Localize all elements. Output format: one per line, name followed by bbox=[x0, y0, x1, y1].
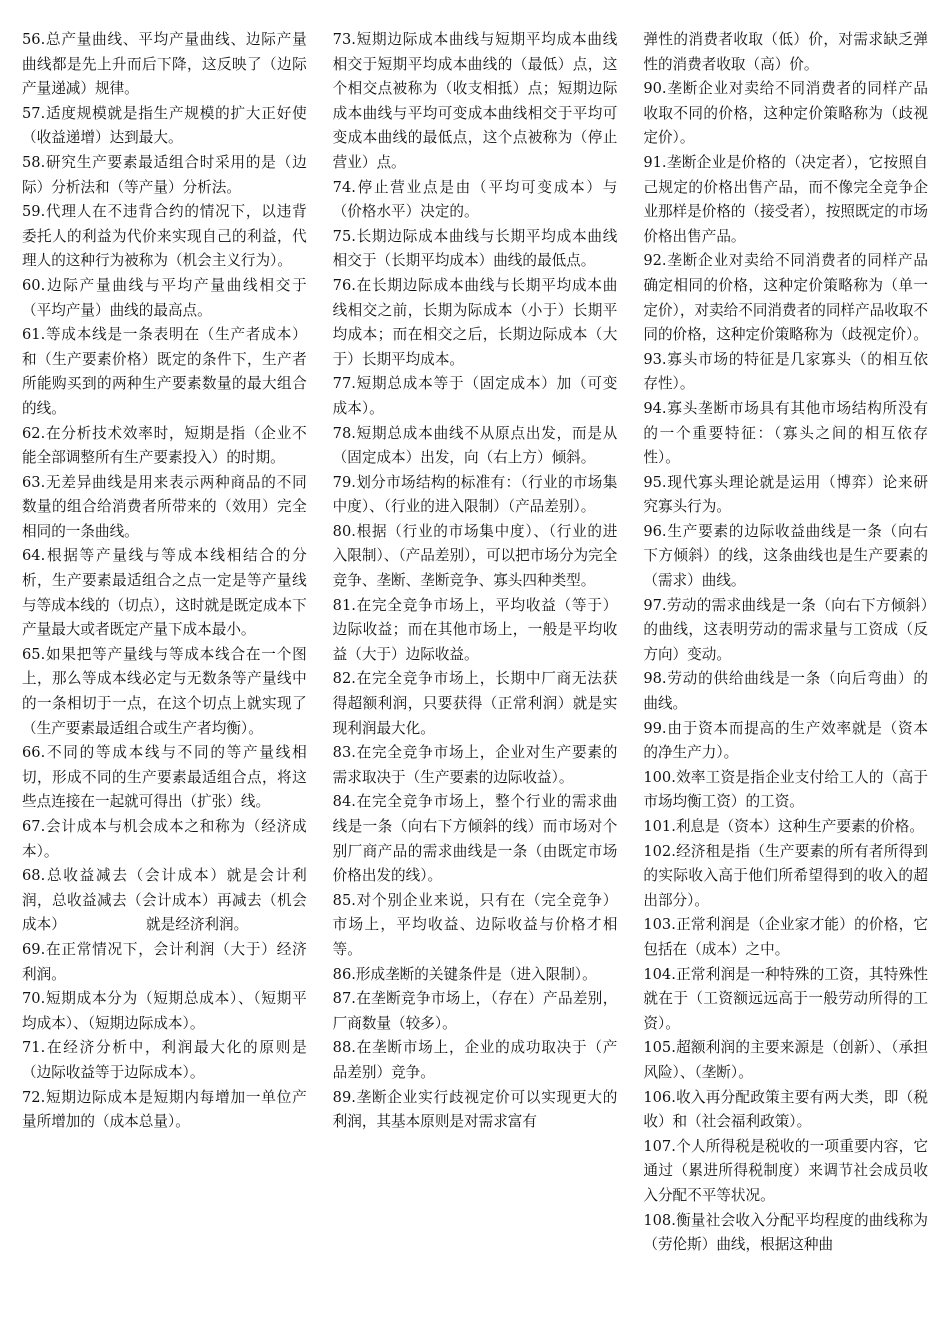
question-item: 58.研究生产要素最适组合时采用的是（边际）分析法和（等产量）分析法。 bbox=[22, 153, 307, 196]
question-item: 62.在分析技术效率时，短期是指（企业不能全部调整所有生产要素投入）的时期。 bbox=[22, 424, 307, 467]
question-item: 97.劳动的需求曲线是一条（向右下方倾斜）的曲线，这表明劳动的需求量与工资成（反方向）变动。 bbox=[643, 596, 929, 663]
question-item: 92.垄断企业对卖给不同消费者的同样产品确定相同的价格，这种定价策略称为（单一定价），对卖给不同消费者的同样产品收取不同的价格，这种定价策略称为（歧视定价）。 bbox=[643, 252, 929, 344]
question-item: 80.根据（行业的市场集中度）、（行业的进入限制）、（产品差别），可以把市场分为完全竞争、垄断、垄断竞争、寡头四种类型。 bbox=[332, 522, 618, 590]
question-item: 94.寡头垄断市场具有其他市场结构所没有的一个重要特征：（寡头之间的相互依存性）。 bbox=[643, 399, 929, 467]
question-item: 108.衡量社会收入分配平均程度的曲线称为（劳伦斯）曲线，根据这种曲 bbox=[643, 1211, 929, 1254]
question-item: 71.在经济分析中，利润最大化的原则是（边际收益等于边际成本）。 bbox=[22, 1039, 307, 1081]
question-item: 95.现代寡头理论就是运用（博弈）论来研究寡头行为。 bbox=[643, 473, 929, 516]
text-column-2 bbox=[333, 28, 618, 1344]
question-item: 82.在完全竞争市场上，长期中厂商无法获得超额利润，只要获得（正常利润）就是实现利润最大化。 bbox=[332, 670, 618, 737]
question-item: 79.划分市场结构的标准有：（行业的市场集中度）、（行业的进入限制）（产品差别）。 bbox=[332, 473, 618, 516]
question-item: 74.停止营业点是由（平均可变成本）与（价格水平）决定的。 bbox=[332, 178, 618, 221]
question-item: 86.形成垄断的关键条件是（进入限制）。 bbox=[332, 965, 597, 983]
question-item: 68.总收益减去（会计成本）就是会计利润，总收益减去（会计成本）再减去（机会成本） 就是经济利润。 bbox=[22, 867, 307, 934]
question-item: 72.短期边际成本是短期内每增加一单位产量所增加的（成本总量）。 bbox=[22, 1088, 307, 1131]
question-item: 77.短期总成本等于（固定成本）加（可变成本）。 bbox=[332, 375, 618, 417]
question-item: 107.个人所得税是税收的一项重要内容，它通过（累进所得税制度）来调节社会成员收入分配不平等状况。 bbox=[643, 1137, 929, 1204]
question-item: 64.根据等产量线与等成本线相结合的分析，生产要素最适组合之点一定是等产量线与等成本线的（切点），这时就是既定成本下产量最大或者既定产量下成本最小。 bbox=[22, 547, 307, 639]
question-item: 91.垄断企业是价格的（决定者），它按照自己规定的价格出售产品，而不像完全竞争企业那样是价格的（接受者），按照既定的市场价格出售产品。 bbox=[643, 153, 929, 245]
question-item: 99.由于资本而提高的生产效率就是（资本的净生产力）。 bbox=[643, 719, 929, 762]
question-item: 63.无差异曲线是用来表示两种商品的不同数量的组合给消费者所带来的（效用）完全相同的一条曲线。 bbox=[22, 473, 307, 540]
question-item: 76.在长期边际成本曲线与长期平均成本曲线相交之前，长期为际成本（小于）长期平均成本；而在相交之后，长期边际成本（大于）长期平均成本。 bbox=[332, 276, 618, 368]
text-column-1 bbox=[22, 28, 307, 1344]
question-item: 78.短期总成本曲线不从原点出发，而是从（固定成本）出发，向（右上方）倾斜。 bbox=[332, 424, 618, 467]
question-item: 101.利息是（资本）这种生产要素的价格。 bbox=[643, 818, 924, 835]
question-item: 98.劳动的供给曲线是一条（向后弯曲）的曲线。 bbox=[643, 670, 929, 713]
question-item: 75.长期边际成本曲线与长期平均成本曲线相交于（长期平均成本）曲线的最低点。 bbox=[332, 227, 618, 270]
question-item: 65.如果把等产量线与等成本线合在一个图上，那么等成本线必定与无数条等产量线中的一条相切于一点，在这个切点上就实现了（生产要素最适组合或生产者均衡）。 bbox=[22, 645, 307, 737]
question-item: 57.适度规模就是指生产规模的扩大正好使（收益递增）达到最大。 bbox=[22, 104, 307, 147]
question-item: 70.短期成本分为（短期总成本）、（短期平均成本）、（短期边际成本）。 bbox=[22, 990, 307, 1032]
question-item: 67.会计成本与机会成本之和称为（经济成本）。 bbox=[22, 818, 307, 860]
question-item: 59.代理人在不违背合约的情况下，以违背委托人的利益为代价来实现自己的利益，代理人的这种行为被称为（机会主义行为）。 bbox=[22, 203, 307, 270]
question-item: 103.正常利润是（企业家才能）的价格，它包括在（成本）之中。 bbox=[643, 916, 929, 958]
question-item: 73.短期边际成本曲线与短期平均成本曲线相交于短期平均成本曲线的（最低）点，这个相交点被称为（收支相抵）点；短期边际成本曲线与平均可变成本曲线相交于平均可变成本曲线的最低点，这个点被称为（停止营业）点。 bbox=[332, 31, 618, 171]
question-item: 66.不同的等成本线与不同的等产量线相切，形成不同的生产要素最适组合点，将这些点连接在一起就可得出（扩张）线。 bbox=[22, 744, 307, 811]
question-item: 81.在完全竞争市场上，平均收益（等于）边际收益；而在其他市场上，一般是平均收益（大于）边际收益。 bbox=[332, 596, 618, 663]
question-item: 90.垄断企业对卖给不同消费者的同样产品收取不同的价格，这种定价策略称为（歧视定价）。 bbox=[643, 80, 929, 147]
question-item: 83.在完全竞争市场上，企业对生产要素的需求取决于（生产要素的边际收益）。 bbox=[332, 744, 618, 786]
question-item: 61.等成本线是一条表明在（生产者成本）和（生产要素价格）既定的条件下，生产者所能购买到的两种生产要素数量的最大组合的线。 bbox=[22, 326, 307, 417]
question-item: 102.经济租是指（生产要素的所有者所得到的实际收入高于他们所希望得到的收入的超出部分）。 bbox=[643, 842, 929, 909]
question-item: 93.寡头市场的特征是几家寡头（的相互依存性）。 bbox=[643, 350, 929, 393]
question-item: 56.总产量曲线、平均产量曲线、边际产量曲线都是先上升而后下降，这反映了（边际产量递减）规律。 bbox=[22, 31, 307, 98]
question-item: 84.在完全竞争市场上，整个行业的需求曲线是一条（向右下方倾斜的线）而市场对个别厂商产品的需求曲线是一条（由既定市场价格出发的线）。 bbox=[332, 793, 618, 885]
question-item: 89.垄断企业实行歧视定价可以实现更大的利润，其基本原则是对需求富有 bbox=[332, 1088, 618, 1131]
question-item: 87.在垄断竞争市场上，（存在）产品差别，厂商数量（较多）。 bbox=[332, 990, 618, 1032]
question-item: 85.对个别企业来说，只有在（完全竞争）市场上，平均收益、边际收益与价格才相等。 bbox=[332, 891, 618, 958]
question-item: 100.效率工资是指企业支付给工人的（高于市场均衡工资）的工资。 bbox=[643, 768, 929, 811]
text-column-3 bbox=[643, 28, 928, 1344]
question-item: 88.在垄断市场上，企业的成功取决于（产品差别）竞争。 bbox=[332, 1039, 618, 1081]
question-item: 60.边际产量曲线与平均产量曲线相交于（平均产量）曲线的最高点。 bbox=[22, 276, 307, 319]
question-item: 105.超额利润的主要来源是（创新）、（承担风险）、（垄断）。 bbox=[643, 1039, 929, 1081]
question-item: 106.收入再分配政策主要有两大类，即（税收）和（社会福利政策）。 bbox=[643, 1088, 929, 1131]
question-item: 弹性的消费者收取（低）价，对需求缺乏弹性的消费者收取（高）价。 bbox=[643, 31, 929, 73]
question-item: 96.生产要素的边际收益曲线是一条（向右下方倾斜）的线，这条曲线也是生产要素的（需求）曲线。 bbox=[643, 522, 929, 590]
question-item: 104.正常利润是一种特殊的工资，其特殊性就在于（工资额远远高于一般劳动所得的工资）。 bbox=[643, 965, 929, 1032]
question-item: 69.在正常情况下，会计利润（大于）经济利润。 bbox=[22, 940, 307, 983]
